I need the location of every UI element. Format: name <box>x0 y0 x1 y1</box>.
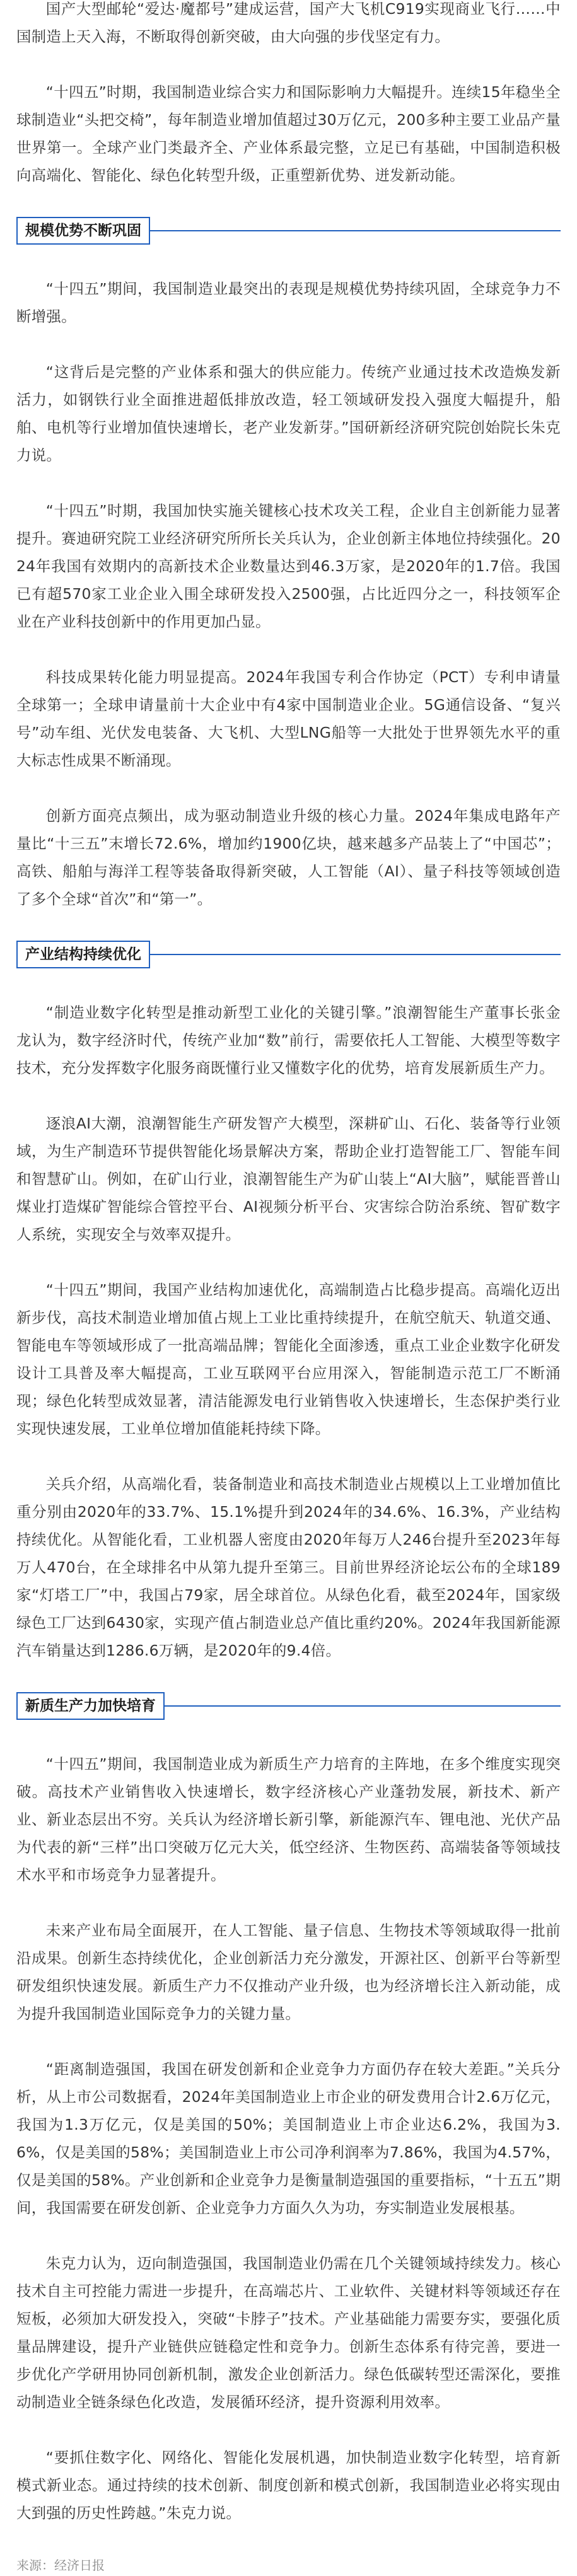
section-3-paragraph-3: “距离制造强国，我国在研发创新和企业竞争力方面仍存在较大差距。”关兵分析，从上市公司数据看，2024年美国制造业上市企业的研发费用合计2.6万亿元，我国为1.3万亿元，仅是美国的50%；美国制造业上市企业达6.2%，我国为3.6%，仅是美国的58%；美国制造业上市公司净利润率为7.86%，我国为4.57%，仅是美国的58%。产业创新和企业竞争力是衡量制造强国的重要指标，“十五五”期间，我国需要在研发创新、企业竞争力方面久久为功，夯实制造业发展根基。 <box>16 2060 561 2217</box>
section-heading-structure <box>16 941 561 968</box>
section-2-paragraph-4: 关兵介绍，从高端化看，装备制造业和高技术制造业占规模以上工业增加值比重分别由2020年的33.7%、15.1%提升到2024年的34.6%、16.3%，产业结构持续优化。从智能化看，工业机器人密度由2020年每万人246台提升至2023年每万人470台，在全球排名中从第九提升至第三。目前世界经济论坛公布的全球189家“灯塔工厂”中，我国占79家，居全球首位。从绿色化看，截至2024年，国家级绿色工厂达到6430家，实现产值占制造业总产值比重约20%。2024年我国新能源汽车销量达到1286.6万辆，是2020年的9.4倍。 <box>16 1475 561 1659</box>
intro-paragraph-1: 国产大型邮轮“爱达·魔都号”建成运营，国产大飞机C919实现商业飞行……中国制造上天入海，不断取得创新突破，由大向强的步伐坚定有力。 <box>16 0 561 45</box>
section-heading-productivity <box>16 1692 561 1720</box>
section-1-paragraph-1: “十四五”期间，我国制造业最突出的表现是规模优势持续巩固，全球竞争力不断增强。 <box>16 280 561 325</box>
section-1-paragraph-5: 创新方面亮点频出，成为驱动制造业升级的核心力量。2024年集成电路年产量比“十三五”末增长72.6%，增加约1900亿块，越来越多产品装上了“中国芯”；高铁、船舶与海洋工程等装备取得新突破，人工智能（AI）、量子科技等领域创造了多个全球“首次”和“第一”。 <box>16 807 561 908</box>
section-title: 规模优势不断巩固 <box>16 217 150 245</box>
section-3-paragraph-5: “要抓住数字化、网络化、智能化发展机遇，加快制造业数字化转型，培育新模式新业态。通过持续的技术创新、制度创新和模式创新，我国制造业必将实现由大到强的历史性跨越。”朱克力说。 <box>16 2449 561 2522</box>
section-1-paragraph-3: “十四五”时期，我国加快实施关键核心技术攻关工程，企业自主创新能力显著提升。赛迪研究院工业经济研究所所长关兵认为，企业创新主体地位持续强化。2024年我国有效期内的高新技术企业数量达到46.3万家，是2020年的1.7倍。我国已有超570家工业企业入围全球研发投入2500强，占比近四分之一，科技领军企业在产业科技创新中的作用更加凸显。 <box>16 502 561 630</box>
article-source: 来源：经济日报 <box>16 2558 105 2573</box>
section-3-paragraph-2: 未来产业布局全面展开，在人工智能、量子信息、生物技术等领域取得一批前沿成果。创新生态持续优化，企业创新活力充分激发，开源社区、创新平台等新型研发组织快速发展。新质生产力不仅推动产业升级，也为经济增长注入新动能，成为提升我国制造业国际竞争力的关键力量。 <box>16 1922 561 2022</box>
section-3-paragraph-1: “十四五”期间，我国制造业成为新质生产力培育的主阵地，在多个维度实现突破。高技术产业销售收入快速增长，数字经济核心产业蓬勃发展，新技术、新产业、新业态层出不穷。关兵认为经济增长新引擎，新能源汽车、锂电池、光伏产品为代表的新“三样”出口突破万亿元大关，低空经济、生物医药、高端装备等领域技术水平和市场竞争力显著提升。 <box>16 1755 561 1884</box>
section-1-paragraph-2: “这背后是完整的产业体系和强大的供应能力。传统产业通过技术改造焕发新活力，如钢铁行业全面推进超低排放改造，轻工领域研发投入强度大幅提升，船舶、电机等行业增加值快速增长，老产业发新芽。”国研新经济研究院创始院长朱克力说。 <box>16 363 561 464</box>
section-title: 产业结构持续优化 <box>16 941 150 968</box>
section-2-paragraph-1: “制造业数字化转型是推动新型工业化的关键引擎。”浪潮智能生产董事长张金龙认为，数字经济时代，传统产业加“数”前行，需要依托人工智能、大模型等数字技术，充分发挥数字化服务商既懂行业又懂数字化的优势，培育发展新质生产力。 <box>16 1004 561 1077</box>
section-heading-scale <box>16 217 561 245</box>
section-2-paragraph-3: “十四五”期间，我国产业结构加速优化，高端制造占比稳步提高。高端化迈出新步伐，高技术制造业增加值占规上工业比重持续提升，在航空航天、轨道交通、智能电车等领域形成了一批高端品牌；智能化全面渗透，重点工业企业数字化研发设计工具普及率大幅提高，工业互联网平台应用深入，智能制造示范工厂不断涌现；绿色化转型成效显著，清洁能源发电行业销售收入快速增长，生态保护类行业实现快速发展，工业单位增加值能耗持续下降。 <box>16 1281 561 1437</box>
section-3-paragraph-4: 朱克力认为，迈向制造强国，我国制造业仍需在几个关键领域持续发力。核心技术自主可控能力需进一步提升，在高端芯片、工业软件、关键材料等领域还存在短板，必须加大研发投入，突破“卡脖子”技术。产业基础能力需要夯实，要强化质量品牌建设，提升产业链供应链稳定性和竞争力。创新生态体系有待完善，要进一步优化产学研用协同创新机制，激发企业创新活力。绿色低碳转型还需深化，要推动制造业全链条绿色化改造，发展循环经济，提升资源利用效率。 <box>16 2254 561 2411</box>
section-title: 新质生产力加快培育 <box>16 1692 165 1720</box>
section-2-paragraph-2: 逐浪AI大潮，浪潮智能生产研发智产大模型，深耕矿山、石化、装备等行业领域，为生产制造环节提供智能化场景解决方案，帮助企业打造智能工厂、智能车间和智慧矿山。例如，在矿山行业，浪潮智能生产为矿山装上“AI大脑”，赋能晋普山煤业打造煤矿智能综合管控平台、AI视频分析平台、灾害综合防治系统、智矿数字人系统，实现安全与效率双提升。 <box>16 1115 561 1243</box>
section-1-paragraph-4: 科技成果转化能力明显提高。2024年我国专利合作协定（PCT）专利申请量全球第一；全球申请量前十大企业中有4家中国制造业企业。5G通信设备、“复兴号”动车组、光伏发电装备、大飞机、大型LNG船等一大批处于世界领先水平的重大标志性成果不断涌现。 <box>16 668 561 769</box>
intro-paragraph-2: “十四五”时期，我国制造业综合实力和国际影响力大幅提升。连续15年稳坐全球制造业“头把交椅”，每年制造业增加值超过30万亿元，200多种主要工业品产量世界第一。全球产业门类最齐全、产业体系最完整，立足已有基础，中国制造积极向高端化、智能化、绿色化转型升级，正重塑新优势、迸发新动能。 <box>16 83 561 184</box>
